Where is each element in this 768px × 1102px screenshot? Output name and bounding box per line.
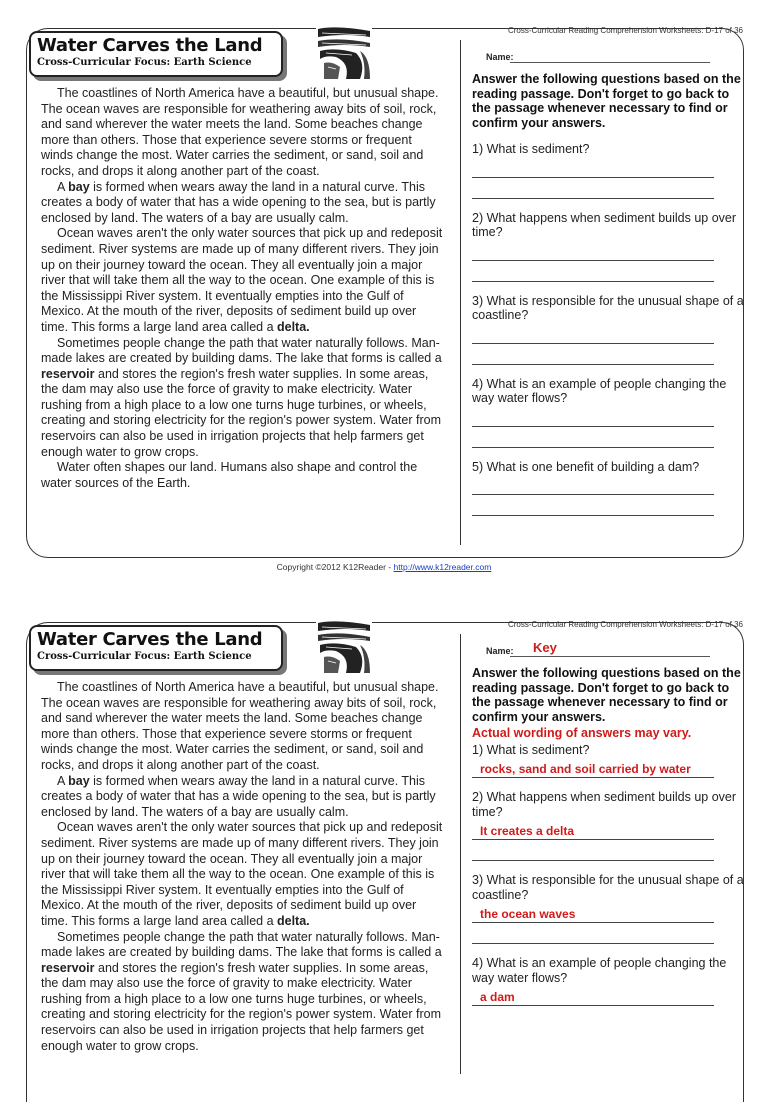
question: 1) What is sediment? — [472, 742, 590, 757]
question: 4) What is an example of people changing the way water flows? — [472, 376, 727, 405]
copyright: Copyright ©2012 K12Reader - http://www.k12reader.com — [276, 562, 492, 572]
title-box — [29, 625, 283, 671]
answer-line[interactable] — [472, 906, 714, 923]
title-box — [29, 31, 283, 77]
answer-line[interactable] — [472, 499, 714, 516]
passage-paragraph: Water often shapes our land. Humans also shape and control the water sources of the Earth. — [41, 460, 418, 490]
passage-paragraph: Sometimes people change the path that water naturally follows. Man-made lakes are created by building dams. The lake that forms is called a reservoir and stores the region's fresh water supplies. In some areas, the dam may also use the force of gravity to make electricity. Water rushing from a high place to a low one turns huge turbines, or wheels, creating and storing electricity for the region's power system. Water from reservoirs can also be used in irrigation projects that help farmers get enough water to grow crops. — [41, 335, 442, 459]
canyon-illustration — [316, 617, 372, 675]
name-label: Name: — [486, 646, 514, 656]
passage-paragraph: The coastlines of North America have a beautiful, but unusual shape. The ocean waves are responsible for weathering away bits of soil, rock, and sand wherever the water meets the land. Some beaches change more than others. Those that experience severe storms or frequent winds change the most. Water carries the sediment, or sand, soil and rocks, and drops it along another part of the coast. — [41, 680, 439, 772]
answer-line[interactable] — [472, 478, 714, 495]
reading-passage — [41, 86, 443, 491]
answer-text: a dam — [480, 989, 515, 1004]
answer-line[interactable] — [472, 327, 714, 344]
answer-line[interactable] — [472, 989, 714, 1006]
series-header: Cross-Curricular Reading Comprehension Worksheets: D-17 of 36 — [507, 26, 743, 35]
question: 2) What happens when sediment builds up over time? — [472, 210, 737, 239]
name-field[interactable] — [510, 656, 710, 657]
answer-line[interactable] — [472, 823, 714, 840]
worksheet-subtitle: Cross-Curricular Focus: Earth Science — [37, 57, 252, 68]
worksheet-title: Water Carves the Land — [37, 35, 263, 56]
answer-note: Actual wording of answers may vary. — [472, 726, 692, 740]
instructions: Answer the following questions based on the reading passage. Don't forget to go back to the passage whenever necessary to find or confirm your answers. — [472, 72, 741, 130]
answer-line[interactable] — [472, 927, 714, 944]
worksheet-key — [0, 594, 768, 1053]
name-field[interactable] — [510, 62, 710, 63]
key-label: Key — [533, 640, 557, 655]
question: 4) What is an example of people changing the way water flows? — [472, 956, 727, 985]
answer-line[interactable] — [472, 431, 714, 448]
answer-line[interactable] — [472, 761, 714, 778]
answer-text: the ocean waves — [480, 906, 576, 921]
worksheet-subtitle: Cross-Curricular Focus: Earth Science — [37, 651, 252, 662]
question: 2) What happens when sediment builds up over time? — [472, 790, 737, 819]
answer-line[interactable] — [472, 410, 714, 427]
question: 3) What is responsible for the unusual shape of a coastline? — [472, 293, 744, 322]
column-divider — [460, 634, 461, 1074]
answer-line[interactable] — [472, 244, 714, 261]
answer-line[interactable] — [472, 265, 714, 282]
answer-line[interactable] — [472, 844, 714, 861]
passage-paragraph: A bay is formed when wears away the land in a natural curve. This creates a body of water that has a wide opening to the sea, but is partly enclosed by land. The waters of a bay are usually calm. — [41, 773, 436, 819]
k12reader-link[interactable]: http://www.k12reader.com — [393, 562, 492, 572]
question: 3) What is responsible for the unusual shape of a coastline? — [472, 873, 744, 902]
name-label: Name: — [486, 52, 514, 62]
passage-paragraph: The coastlines of North America have a beautiful, but unusual shape. The ocean waves are responsible for weathering away bits of soil, rock, and sand wherever the water meets the land. Some beaches change more than others. Those that experience severe storms or frequent winds change the most. Water carries the sediment, or sand, soil and rocks, and drops it along another part of the coast. — [41, 86, 439, 178]
column-divider — [460, 40, 461, 545]
answer-line[interactable] — [472, 182, 714, 199]
passage-paragraph: A bay is formed when wears away the land in a natural curve. This creates a body of water that has a wide opening to the sea, but is partly enclosed by land. The waters of a bay are usually calm. — [41, 179, 436, 225]
questions-column — [472, 72, 744, 516]
instructions: Answer the following questions based on the reading passage. Don't forget to go back to the passage whenever necessary to find or confirm your answers. — [472, 666, 741, 724]
series-header: Cross-Curricular Reading Comprehension Worksheets: D-17 of 36 — [507, 620, 743, 629]
answer-line[interactable] — [472, 348, 714, 365]
worksheet-title: Water Carves the Land — [37, 629, 263, 650]
question: 5) What is one benefit of building a dam? — [472, 459, 700, 474]
questions-column — [472, 666, 744, 1006]
canyon-illustration — [316, 23, 372, 81]
question: 1) What is sediment? — [472, 142, 590, 156]
reading-passage — [41, 680, 443, 1054]
passage-paragraph: Sometimes people change the path that water naturally follows. Man-made lakes are created by building dams. The lake that forms is called a reservoir and stores the region's fresh water supplies. In some areas, the dam may also use the force of gravity to make electricity. Water rushing from a high place to a low one turns huge turbines, or wheels, creating and storing electricity for the region's power system. Water from reservoirs can also be used in irrigation projects that help farmers get enough water to grow crops. — [41, 929, 442, 1053]
passage-paragraph: Ocean waves aren't the only water sources that pick up and redeposit sediment. River systems are made up of many different rivers. They join up on their journey toward the ocean. They all eventually join a major river that will take them all the way to the ocean. One example of this is the Mississippi River system. It eventually empties into the Gulf of Mexico. At the mouth of the river, deposits of sediment build up over time. This forms a large land area called a delta. — [41, 226, 443, 334]
answer-text: rocks, sand and soil carried by water — [480, 761, 691, 776]
answer-line[interactable] — [472, 161, 714, 178]
answer-text: It creates a delta — [480, 823, 575, 838]
passage-paragraph: Ocean waves aren't the only water sources that pick up and redeposit sediment. River systems are made up of many different rivers. They join up on their journey toward the ocean. They all eventually join a major river that will take them all the way to the ocean. One example of this is the Mississippi River system. It eventually empties into the Gulf of Mexico. At the mouth of the river, deposits of sediment build up over time. This forms a large land area called a delta. — [41, 820, 443, 928]
